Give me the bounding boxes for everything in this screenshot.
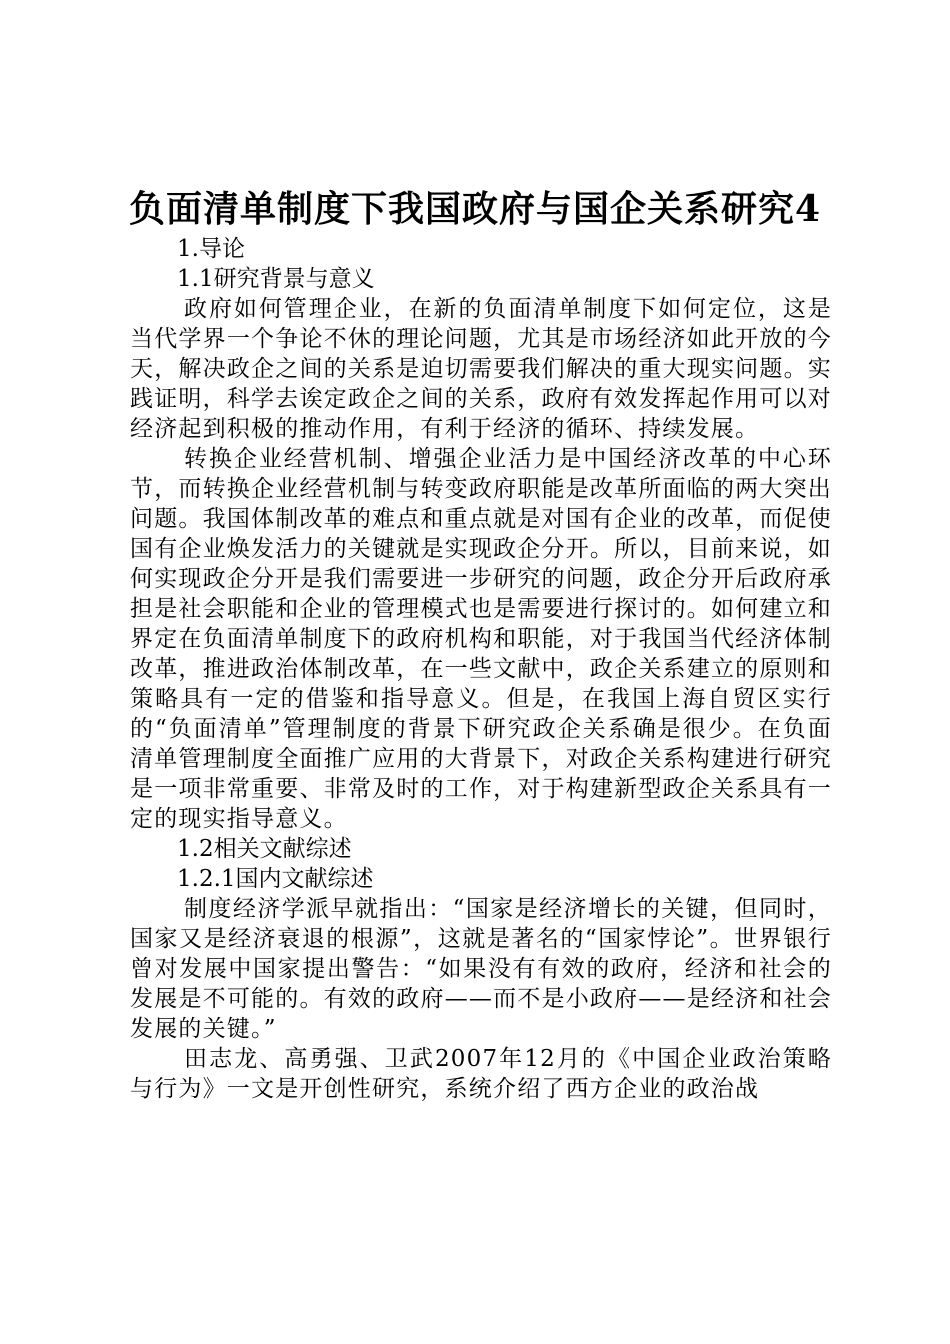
paragraph-4: 田志龙、高勇强、卫武2007年12月的《中国企业政治策略与行为》一文是开创性研究，系统介绍了西方企业的政治战 [130,1046,832,1102]
document-body [130,234,832,1104]
heading-literature-review: 1.2相关文献综述 [177,836,352,862]
paragraph-2: 转换企业经营机制、增强企业活力是中国经济改革的中心环节，而转换企业经营机制与转变政府职能是改革所面临的两大突出问题。我国体制改革的难点和重点就是对国有企业的改革，而促使国有企业焕发活力的关键就是实现政企分开。所以，目前来说，如何实现政企分开是我们需要进一步研究的问题，政企分开后政府承担是社会职能和企业的管理模式也是需要进行探讨的。如何建立和界定在负面清单制度下的政府机构和职能，对于我国当代经济体制改革，推进政治体制改革，在一些文献中，政企关系建立的原则和策略具有一定的借鉴和指导意义。但是，在我国上海自贸区实行的“负面清单”管理制度的背景下研究政企关系确是很少。在负面清单管理制度全面推广应用的大背景下，对政企关系构建进行研究是一项非常重要、非常及时的工作，对于构建新型政企关系具有一定的现实指导意义。 [130,446,832,832]
paragraph-1: 政府如何管理企业，在新的负面清单制度下如何定位，这是当代学界一个争论不休的理论问题，尤其是市场经济如此开放的今天，解决政企之间的关系是迫切需要我们解决的重大现实问题。实践证明，科学去诶定政企之间的关系，政府有效发挥起作用可以对经济起到积极的推动作用，有利于经济的循环、持续发展。 [130,296,832,442]
document-title: 负面清单制度下我国政府与国企关系研究4 [128,188,822,230]
heading-background: 1.1研究背景与意义 [177,266,375,292]
heading-introduction: 1.导论 [177,236,245,262]
heading-domestic-literature: 1.2.1国内文献综述 [177,866,374,892]
paragraph-3: 制度经济学派早就指出：“国家是经济增长的关键，但同时，国家又是经济衰退的根源”，这就是著名的“国家悖论”。世界银行曾对发展中国家提出警告：“如果没有有效的政府，经济和社会的发展是不可能的。有效的政府——而不是小政府——是经济和社会发展的关键。” [130,896,832,1042]
